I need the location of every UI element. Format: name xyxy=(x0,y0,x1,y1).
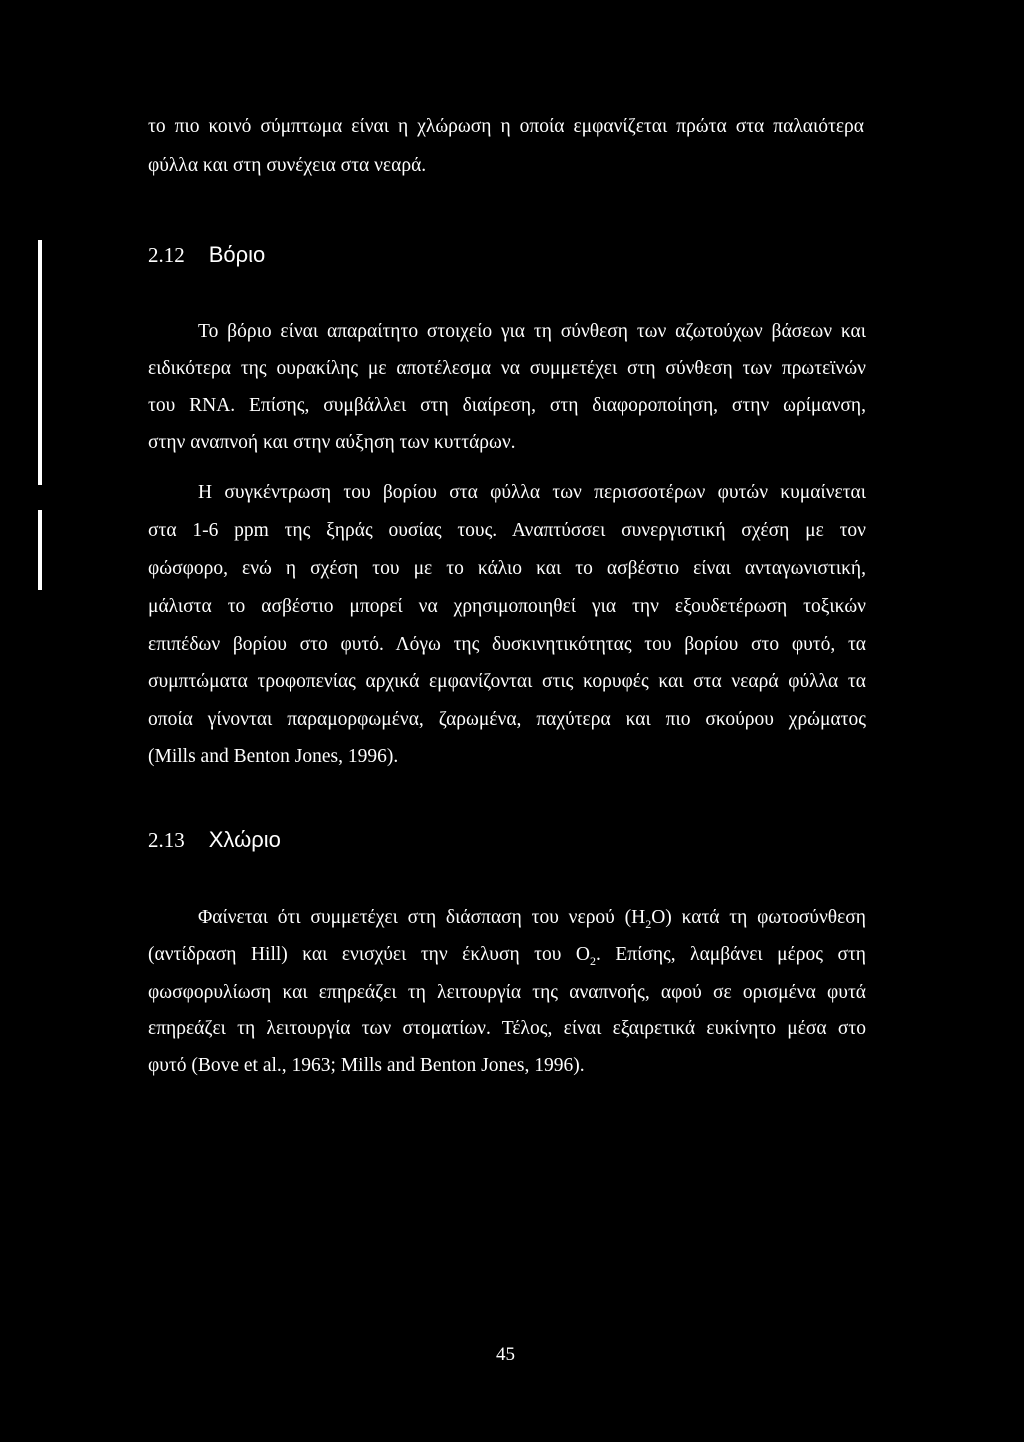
boron-p2-line-6: συμπτώματα τροφοπενίας αρχικά εμφανίζονται στις κορυφές και στα νεαρά φύλλα τα xyxy=(148,671,866,692)
boron-p1-line-3: του RNA. Επίσης, συμβάλλει στη διαίρεση, στη διαφοροποίηση, στην ωρίμανση, xyxy=(148,395,866,416)
section-heading-boron xyxy=(148,242,265,268)
section-heading-chlorine xyxy=(148,827,281,853)
chlorine-line-5: φυτό (Bove et al., 1963; Mills and Benton Jones, 1996). xyxy=(148,1055,585,1076)
chlorine-line-4: επηρεάζει τη λειτουργία των στοματίων. Τέλος, είναι εξαιρετικά ευκίνητο μέσα στο xyxy=(148,1018,866,1039)
page-number: 45 xyxy=(496,1344,515,1365)
chlorine-line-1: Φαίνεται ότι συμμετέχει στη διάσπαση του νερού $(H_2O)$ κατά τη φωτοσύνθεση xyxy=(198,907,867,931)
boron-p2-line-5: επιπέδων βορίου στο φυτό. Λόγω της δυσκινητικότητας του βορίου στο φυτό, τα xyxy=(148,634,866,655)
section-title: Χλώριο xyxy=(208,827,281,852)
boron-p1-line-2: ειδικότερα της ουρακίλης με αποτέλεσμα να συμμετέχει στη σύνθεση των πρωτεϊνών xyxy=(148,358,866,379)
boron-p1-line-1: Το βόριο είναι απαραίτητο στοιχείο για τη σύνθεση των αζωτούχων βάσεων και xyxy=(198,321,866,342)
margin-bar-top xyxy=(38,240,42,485)
intro-line-2: φύλλα και στη συνέχεια στα νεαρά. xyxy=(148,155,427,176)
section-title: Βόριο xyxy=(208,242,266,267)
boron-p2-line-4: μάλιστα το ασβέστιο μπορεί να χρησιμοποιηθεί για την εξουδετέρωση τοξικών xyxy=(148,596,866,617)
chlorine-line-2: (αντίδραση Hill) και ενισχύει την έκλυση του $O_2$. Επίσης, λαμβάνει μέρος στη xyxy=(148,944,866,968)
boron-p2-line-7: οποία γίνονται παραμορφωμένα, ζαρωμένα, παχύτερα και πιο σκούρου χρώματος xyxy=(148,709,866,730)
boron-p2-line-1: Η συγκέντρωση του βορίου στα φύλλα των περισσοτέρων φυτών κυμαίνεται xyxy=(198,482,866,503)
intro-line-1: το πιο κοινό σύμπτωμα είναι η χλώρωση η οποία εμφανίζεται πρώτα στα παλαιότερα xyxy=(148,116,864,137)
section-number: 2.13 xyxy=(148,828,185,852)
chlorine-line-3: φωσφορυλίωση και επηρεάζει τη λειτουργία της αναπνοής, αφού σε ορισμένα φυτά xyxy=(148,982,866,1003)
margin-bar-bottom xyxy=(38,510,42,590)
boron-p2-line-2: στα 1-6 ppm της ξηράς ουσίας τους. Αναπτύσσει συνεργιστική σχέση με τον xyxy=(148,520,866,541)
section-number: 2.12 xyxy=(148,243,185,267)
boron-p1-line-4: στην αναπνοή και στην αύξηση των κυττάρων. xyxy=(148,432,516,453)
boron-p2-line-3: φώσφορο, ενώ η σχέση του με το κάλιο και το ασβέστιο είναι ανταγωνιστική, xyxy=(148,558,866,579)
boron-p2-line-8: (Mills and Benton Jones, 1996). xyxy=(148,746,399,767)
